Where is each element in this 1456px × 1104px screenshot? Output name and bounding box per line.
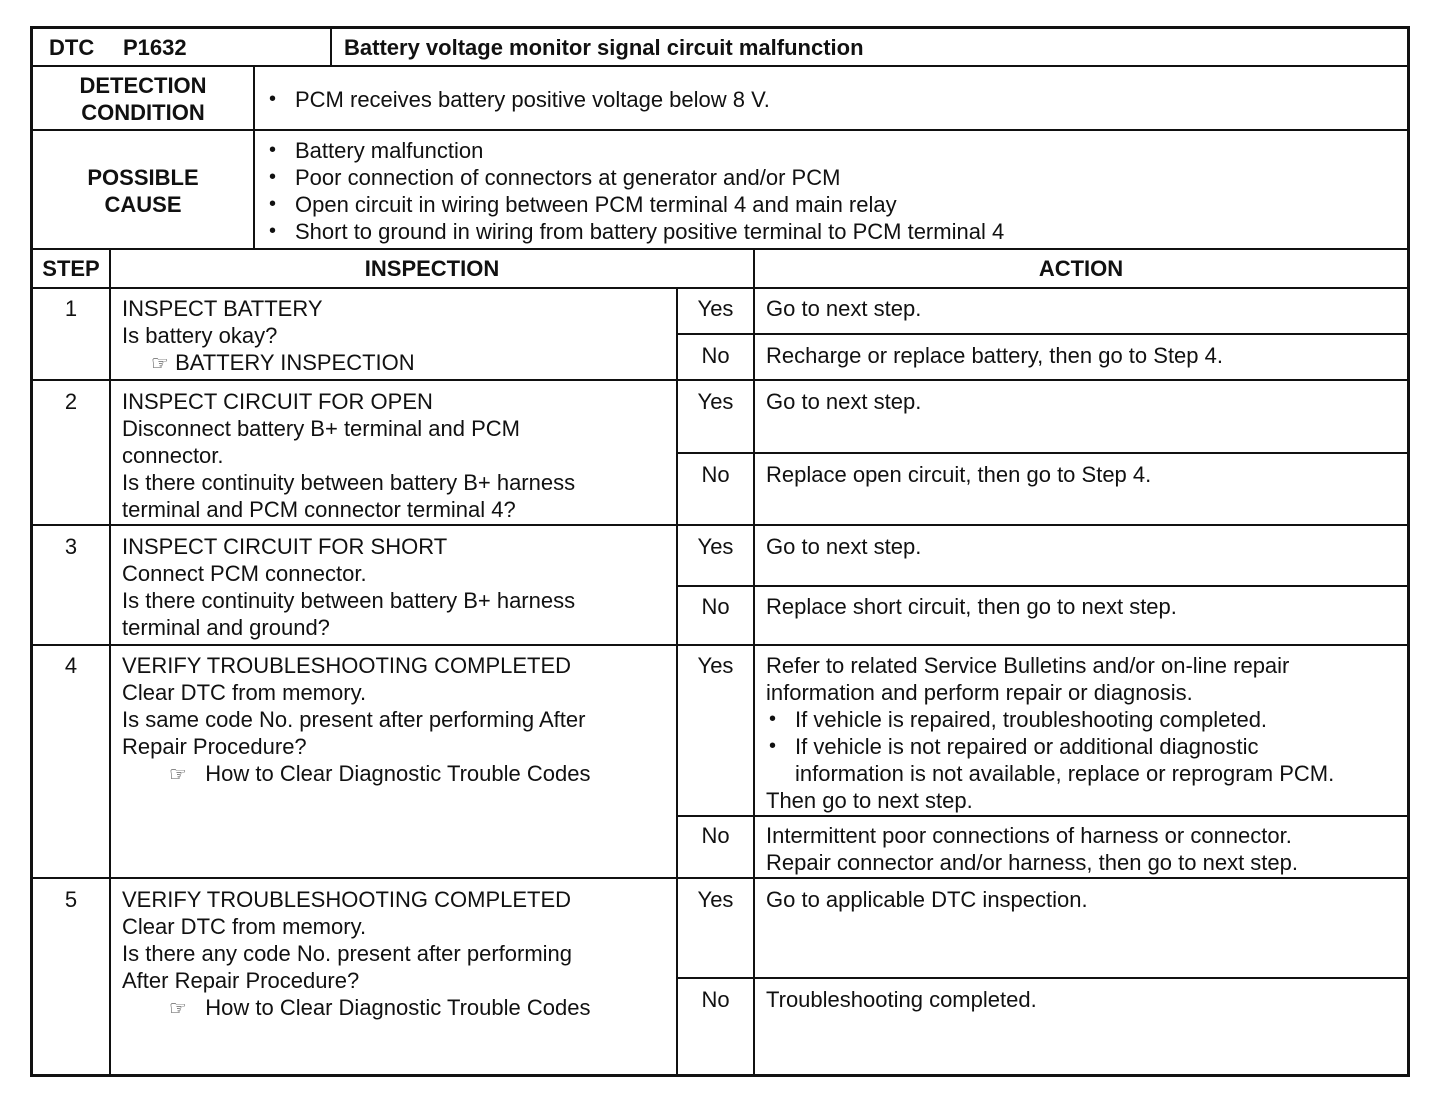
cause-item: • Poor connection of connectors at generator and/or PCM: [295, 164, 840, 191]
yes-action: information and perform repair or diagnosis.: [766, 680, 1193, 705]
detection-item: • PCM receives battery positive voltage below 8 V.: [295, 86, 770, 113]
yes-action: Then go to next step.: [766, 788, 973, 813]
column-header-step: STEP: [42, 256, 100, 281]
possible-cause-label: CAUSE: [104, 192, 182, 217]
rule: [33, 287, 1407, 289]
no-action: Troubleshooting completed.: [766, 987, 1037, 1012]
dtc-code: P1632: [123, 35, 187, 60]
dtc-table: [30, 26, 1410, 1077]
yes-action: Go to applicable DTC inspection.: [766, 887, 1088, 912]
yes-action-bullet-cont: information is not available, replace or reprogram PCM.: [795, 761, 1335, 786]
rule: [330, 29, 332, 66]
inspection-line: terminal and ground?: [122, 615, 330, 640]
yes-label: Yes: [697, 653, 734, 678]
no-action: Intermittent poor connections of harness or connector.: [766, 823, 1292, 848]
yes-action-bullet: • If vehicle is repaired, troubleshooting completed.: [795, 706, 1267, 733]
rule: [676, 977, 1407, 979]
yes-action: Refer to related Service Bulletins and/or on-line repair: [766, 653, 1290, 678]
no-label: No: [701, 594, 730, 619]
rule: [33, 644, 1407, 646]
yes-action: Go to next step.: [766, 296, 922, 321]
yes-label: Yes: [697, 534, 734, 559]
no-label: No: [701, 343, 730, 368]
inspection-line: Is there any code No. present after performing: [122, 941, 573, 966]
inspection-line: VERIFY TROUBLESHOOTING COMPLETED: [122, 653, 572, 678]
yes-label: Yes: [697, 887, 734, 912]
column-header-action: ACTION: [1038, 256, 1124, 281]
inspection-line: INSPECT CIRCUIT FOR OPEN: [122, 389, 433, 414]
possible-cause-label: POSSIBLE: [87, 165, 199, 190]
inspection-line: After Repair Procedure?: [122, 968, 360, 993]
no-action: Recharge or replace battery, then go to Step 4.: [766, 343, 1223, 368]
yes-label: Yes: [697, 389, 734, 414]
inspection-line: Is same code No. present after performing After: [122, 707, 586, 732]
inspection-line: Clear DTC from memory.: [122, 914, 367, 939]
inspection-line: INSPECT CIRCUIT FOR SHORT: [122, 534, 448, 559]
inspection-reference: [151, 349, 415, 378]
rule: [676, 333, 1407, 335]
rule: [33, 379, 1407, 381]
pointing-hand-icon: ☞: [169, 764, 187, 786]
reference-link[interactable]: How to Clear Diagnostic Trouble Codes: [205, 761, 591, 786]
inspection-line: Is battery okay?: [122, 323, 278, 348]
inspection-line: Is there continuity between battery B+ harness: [122, 470, 576, 495]
step-number: 3: [64, 534, 78, 559]
yes-action: Go to next step.: [766, 534, 922, 559]
no-action: Replace short circuit, then go to next step.: [766, 594, 1177, 619]
no-action: Replace open circuit, then go to Step 4.: [766, 462, 1152, 487]
rule: [676, 452, 1407, 454]
rule: [109, 249, 111, 1074]
rule: [33, 129, 1407, 131]
rule: [33, 524, 1407, 526]
detection-label: CONDITION: [81, 100, 205, 125]
inspection-line: Connect PCM connector.: [122, 561, 367, 586]
page-title: Battery voltage monitor signal circuit malfunction: [344, 35, 864, 60]
step-number: 5: [64, 887, 78, 912]
pointing-hand-icon: ☞: [169, 998, 187, 1020]
inspection-line: terminal and PCM connector terminal 4?: [122, 497, 516, 522]
yes-action-bullet: • If vehicle is not repaired or additional diagnostic: [795, 733, 1259, 760]
column-header-inspection: INSPECTION: [364, 256, 500, 281]
yes-action: Go to next step.: [766, 389, 922, 414]
inspection-line: VERIFY TROUBLESHOOTING COMPLETED: [122, 887, 572, 912]
no-label: No: [701, 823, 730, 848]
pointing-hand-icon: ☞: [151, 353, 169, 375]
inspection-reference: [169, 760, 590, 789]
inspection-reference: [169, 994, 590, 1023]
detection-label: DETECTION: [79, 73, 207, 98]
rule: [676, 585, 1407, 587]
yes-label: Yes: [697, 296, 734, 321]
cause-item: • Open circuit in wiring between PCM terminal 4 and main relay: [295, 191, 897, 218]
inspection-line: Disconnect battery B+ terminal and PCM: [122, 416, 521, 441]
cause-item: • Battery malfunction: [295, 137, 483, 164]
step-number: 1: [64, 296, 78, 321]
cause-item: • Short to ground in wiring from battery positive terminal to PCM terminal 4: [295, 218, 1004, 245]
step-number: 2: [64, 389, 78, 414]
inspection-line: INSPECT BATTERY: [122, 296, 323, 321]
reference-link[interactable]: BATTERY INSPECTION: [175, 350, 415, 375]
reference-link[interactable]: How to Clear Diagnostic Trouble Codes: [205, 995, 591, 1020]
dtc-label: DTC: [49, 35, 95, 60]
rule: [33, 248, 1407, 250]
inspection-line: Is there continuity between battery B+ harness: [122, 588, 576, 613]
rule: [33, 877, 1407, 879]
rule: [753, 249, 755, 1074]
no-label: No: [701, 462, 730, 487]
rule: [676, 815, 1407, 817]
inspection-line: Repair Procedure?: [122, 734, 307, 759]
no-label: No: [701, 987, 730, 1012]
rule: [33, 65, 1407, 67]
rule: [253, 66, 255, 249]
inspection-line: Clear DTC from memory.: [122, 680, 367, 705]
inspection-line: connector.: [122, 443, 224, 468]
no-action: Repair connector and/or harness, then go to next step.: [766, 850, 1298, 875]
step-number: 4: [64, 653, 78, 678]
